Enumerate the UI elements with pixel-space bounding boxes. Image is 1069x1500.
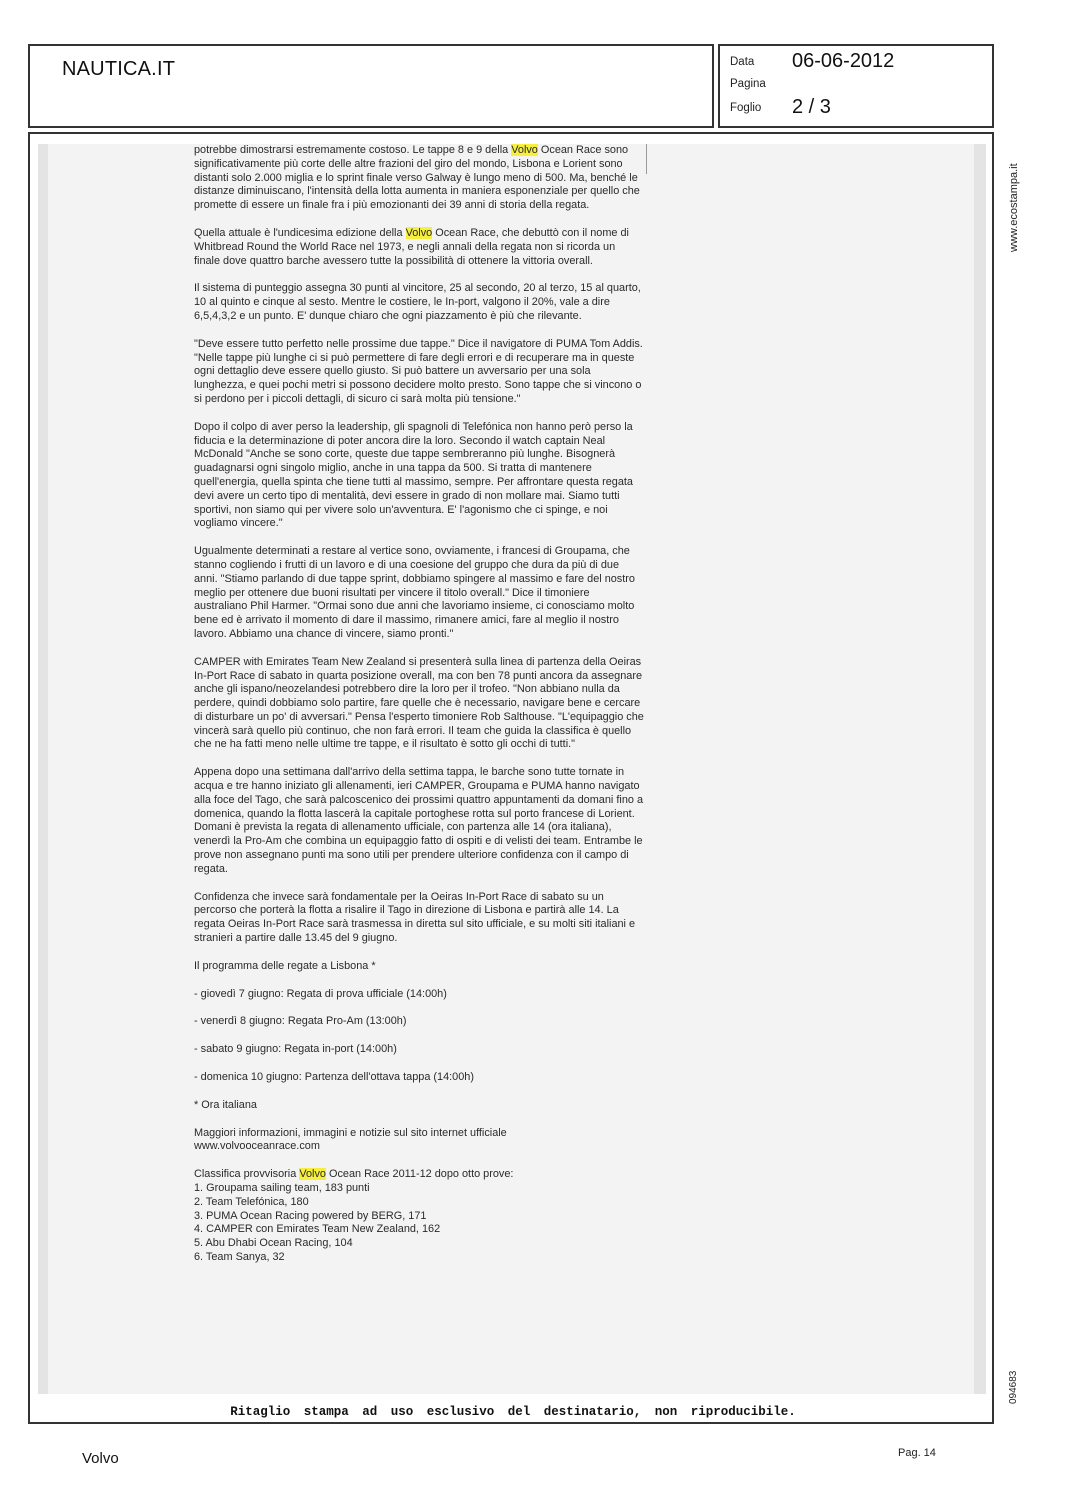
ranking-item: 4. CAMPER con Emirates Team New Zealand, 162 (194, 1223, 441, 1236)
ranking-item: 6. Team Sanya, 32 (194, 1251, 285, 1263)
scan-edge-right (974, 144, 986, 1394)
ranking-list (194, 1168, 644, 1265)
footer-page-number: Pag. 14 (898, 1447, 936, 1459)
highlighted-keyword: Volvo (405, 226, 433, 239)
clipping-code: 094683 (1008, 1370, 1019, 1404)
info-paragraph (194, 1127, 644, 1155)
paragraph: CAMPER with Emirates Team New Zealand si presenterà sulla linea di partenza della Oeiras In-Port Race di sabato in quarta posizione overall, ma con ben 78 punti ancora da assegnare anche gli ispano/neozelandesi potrebbero dire la loro per il trofeo. "Non abbiano nulla da perdere, quindi dobbiamo solo partire, fare quelle che è necessario, navigare bene e cercare di disturbare un po' di avversari." Pensa l'esperto timoniere Rob Salthouse. "L'equipaggio che vincerà sarà quello più continuo, che non farà errori. Il team che guida la classifica è quello che ne ha fatti meno nelle ultime tre tappe, e il risultato è sotto gli occhi di tutti." (194, 655, 644, 751)
clipping-frame (28, 132, 994, 1424)
page-label: Pagina (730, 78, 766, 90)
ranking-item: 2. Team Telefónica, 180 (194, 1195, 309, 1208)
paragraph: Confidenza che invece sarà fondamentale per la Oeiras In-Port Race di sabato su un percorso che porterà la flotta a risalire il Tago in direzione di Lisbona e partirà alle 14. La regata Oeiras In-Port Race sarà trasmessa in diretta sul sito ufficiale, e su molti siti italiani e stranieri a partire dalle 13.45 del 9 giugno. (194, 890, 636, 945)
date-label: Data (730, 56, 755, 68)
paragraph: Ugualmente determinati a restare al vertice sono, ovviamente, i francesi di Groupama, che stanno cogliendo i frutti di un lavoro e di una coesione del gruppo che dura da più di due anni. "Stiamo parlando di due tappe sprint, dobbiamo spingere al massimo e fare del nostro meglio per ottenere due buoni risultati per vincere il titolo overall." Dice il timoniere australiano Phil Harmer. "Ormai sono due anni che lavoriamo insieme, ci conosciamo molto bene ed è arrivato il momento di dare il massimo, rimanere amici, fare al meglio il nostro lavoro. Abbiamo una chance di vincere, siamo pronti." (194, 545, 635, 640)
article-body (194, 144, 644, 1265)
info-text: Maggiori informazioni, immagini e notizie sul sito internet ufficiale (194, 1126, 507, 1139)
publication-header (28, 44, 714, 128)
schedule-item: - venerdì 8 giugno: Regata Pro-Am (13:00h) (194, 1015, 407, 1028)
ranking-title: Classifica provvisoria Volvo Ocean Race 2011-12 dopo otto prove: (194, 1168, 514, 1181)
schedule-item: - giovedì 7 giugno: Regata di prova ufficiale (14:00h) (194, 987, 447, 1000)
sheet-value: 2 / 3 (792, 96, 831, 118)
schedule-item: - domenica 10 giugno: Partenza dell'ottava tappa (14:00h) (194, 1071, 474, 1084)
ecostampa-url: www.ecostampa.it (1008, 163, 1020, 252)
paragraph: Appena dopo una settimana dall'arrivo della settima tappa, le barche sono tutte tornate in acqua e tre hanno iniziato gli allenamenti, ieri CAMPER, Groupama e PUMA hanno navigato alla foce del Tago, che sarà palcoscenico dei prossimi quattro appuntamenti da domani fino a domenica, quando la flotta lascerà la capitale portoghese rotta sul porto francese di Lorient. Domani è prevista la regata di allenamento ufficiale, con partenza alle 14 (ora italiana), venerdì la Pro-Am che combina un equipaggio fatto di ospiti e di velisti dei team. Entrambe le prove non assegnano punti ma sono utili per prendere ulteriore confidenza con il campo di regata. (194, 766, 644, 875)
paragraph: Dopo il colpo di aver perso la leadership, gli spagnoli di Telefónica non hanno però perso la fiducia e la determinazione di poter ancora dire la loro. Secondo il watch captain Neal McDonald "Anche se sono corte, queste due tappe sembreranno più lunghe. Bisognerà guadagnarsi ogni singolo miglio, anche in una tappa da 500. Si tratta di mantenere quell'energia, quella spinta che tiene tutti al massimo, sempre. Per affrontare questa regata devi avere un certo tipo di mentalità, devi essere in grado di non mollare mai. Siamo tutti sportivi, non siamo qui per vivere solo un'avventura. E' l'agonismo che ci spinge, e noi vogliamo vincere." (194, 420, 633, 530)
highlighted-keyword: Volvo (511, 144, 538, 156)
highlighted-keyword: Volvo (299, 1168, 326, 1181)
metadata-box (718, 44, 994, 128)
paragraph: Quella attuale è l'undicesima edizione della Volvo Ocean Race, che debuttò con il nome di Whitbread Round the World Race nel 1973, e negli annali della regata non si ricorda un finale dove quattro barche avessero tutte la possibilità di ottenere la vittoria overall. (194, 226, 629, 267)
ranking-item: 5. Abu Dhabi Ocean Racing, 104 (194, 1237, 353, 1250)
scan-edge-left (38, 144, 48, 1394)
publication-name: NAUTICA.IT (62, 58, 176, 80)
website-text: www.volvooceanrace.com (194, 1140, 320, 1153)
schedule-title: Il programma delle regate a Lisbona * (194, 959, 376, 972)
footer-keyword: Volvo (82, 1450, 119, 1467)
ranking-item: 3. PUMA Ocean Racing powered by BERG, 171 (194, 1209, 427, 1222)
sheet-label: Foglio (730, 102, 762, 114)
time-note: * Ora italiana (194, 1098, 257, 1111)
column-rule (646, 144, 647, 174)
paragraph: potrebbe dimostrarsi estremamente costoso. Le tappe 8 e 9 della Volvo Ocean Race sono significativamente più corte delle altre frazioni del giro del mondo, Lisbona e Lorient sono distanti solo 2.000 miglia e lo sprint finale verso Galway è lungo meno di 500. Ma, benché le distanze diminuiscano, l'intensità della lotta aumenta in maniera esponenziale per quello che promette di essere un finale fra i più emozionanti dei 39 anni di storia della regata. (194, 144, 640, 212)
paragraph: "Deve essere tutto perfetto nelle prossime due tappe." Dice il navigatore di PUMA Tom Addis. "Nelle tappe più lunghe ci si può permettere di fare degli errori e di recuperare ma in queste ogni dettaglio deve essere quello giusto. Si può battere un avversario per una sola lunghezza, e quei pochi metri si possono decidere molto presto. Sono tappe che si vincono o si perdono per i piccoli dettagli, di sicuro ci sarà molta più tensione." (194, 337, 643, 405)
ranking-item: 1. Groupama sailing team, 183 punti (194, 1182, 370, 1195)
reproduction-disclaimer: Ritaglio stampa ad uso esclusivo del destinatario, non riproducibile. (230, 1405, 796, 1419)
paragraph: Il sistema di punteggio assegna 30 punti al vincitore, 25 al secondo, 20 al terzo, 15 al quarto, 10 al quinto e cinque al sesto. Mentre le costiere, le In-port, valgono il 20%, vale a dire 6,5,4,3,2 e un punto. E' dunque chiaro che ogni piazzamento è più che rilevante. (194, 282, 641, 322)
date-value: 06-06-2012 (792, 50, 895, 72)
schedule-item: - sabato 9 giugno: Regata in-port (14:00h) (194, 1043, 397, 1056)
